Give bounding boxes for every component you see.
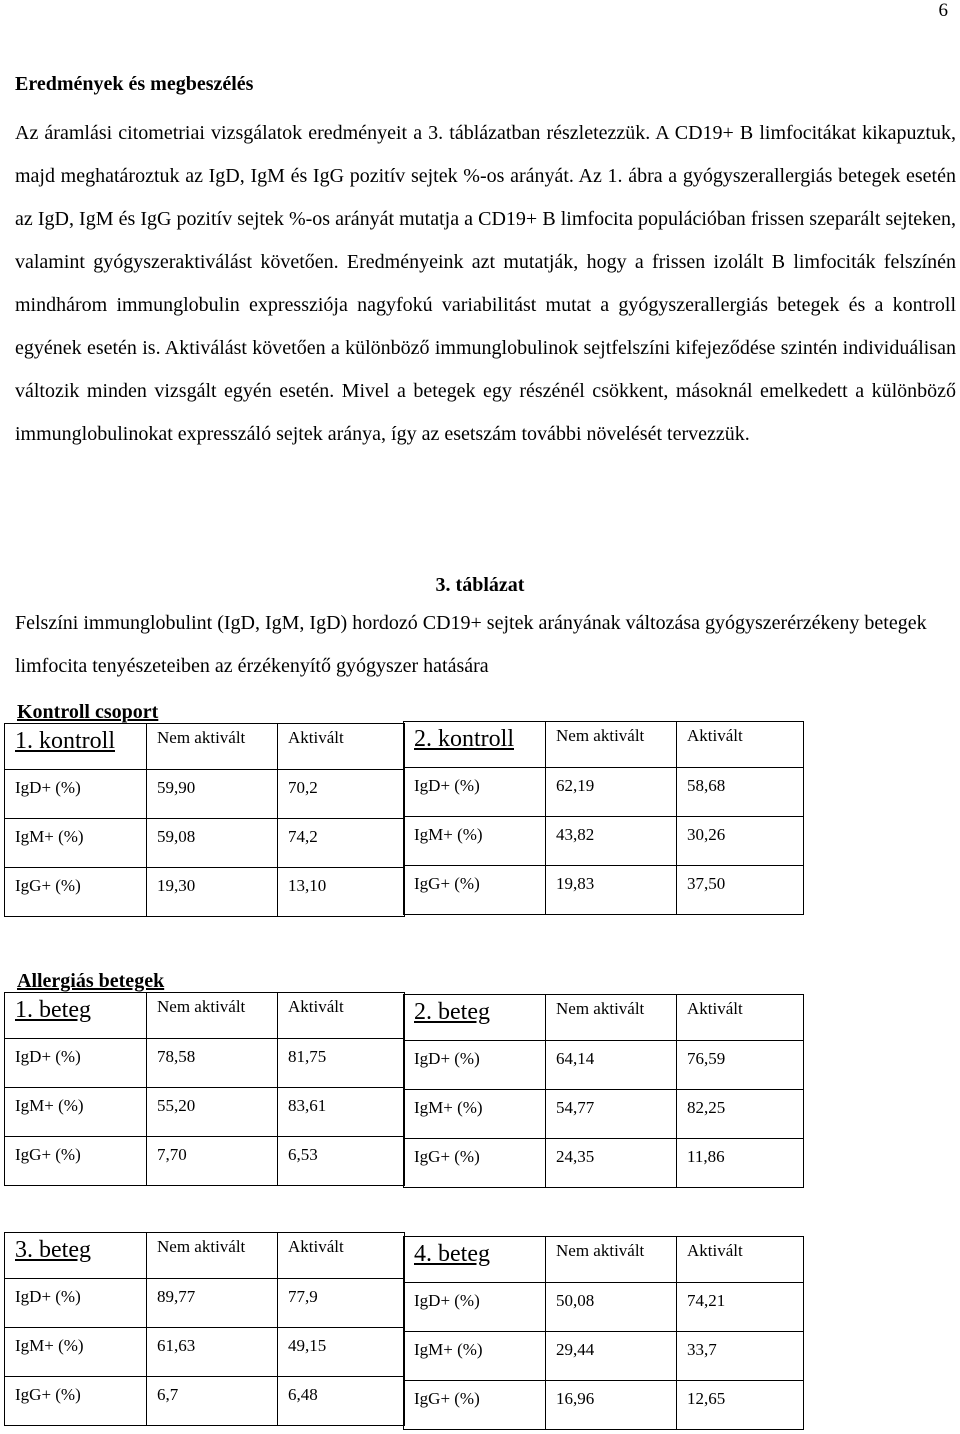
header-activated: Aktivált — [278, 1233, 405, 1279]
row-label: IgD+ (%) — [5, 770, 147, 819]
table-row — [5, 868, 405, 917]
value-not-activated: 55,20 — [147, 1088, 278, 1137]
table-row — [5, 1377, 405, 1426]
row-label: IgD+ (%) — [5, 1039, 147, 1088]
row-label: IgD+ (%) — [404, 768, 546, 817]
value-not-activated: 62,19 — [546, 768, 677, 817]
table-beteg-1 — [4, 992, 405, 1186]
value-not-activated: 54,77 — [546, 1090, 677, 1139]
header-activated: Aktivált — [677, 1237, 804, 1283]
row-label: IgM+ (%) — [404, 1090, 546, 1139]
value-activated: 30,26 — [677, 817, 804, 866]
table-name: 3. beteg — [5, 1233, 147, 1279]
control-group-title: Kontroll csoport — [17, 701, 159, 723]
table-name: 2. kontroll — [404, 722, 546, 768]
row-label: IgG+ (%) — [5, 1137, 147, 1186]
value-activated: 49,15 — [278, 1328, 405, 1377]
value-not-activated: 43,82 — [546, 817, 677, 866]
table-row — [5, 1039, 405, 1088]
results-paragraph: Az áramlási citometriai vizsgálatok eredményeit a 3. táblázatban részletezzük. A CD19+ B limfocitákat kikapuztuk, majd meghatároztuk az IgD, IgM és IgG pozitív sejtek %-os arányát. Az 1. ábra a gyógyszerallergiás betegek esetén az IgD, IgM és IgG pozitív sejtek %-os arányát mutatja a CD19+ B limfocita populációban frissen szeparált sejteken, valamint gyógyszeraktiválást követően. Eredményeink azt mutatják, hogy a frissen izolált B limfociták felszínén mindhárom immunglobulin expressziója nagyfokú variabilitást mutat a gyógyszerallergiás betegek és a kontroll egyének esetén is. Aktiválást követően a különböző immunglobulinok sejtfelszíni kifejeződése szintén individuálisan változik minden vizsgált egyén esetén. Mivel a betegek egy részénél csökkent, másoknál emelkedett a különböző immunglobulinokat expresszáló sejtek aránya, így az esetszám további növelését tervezzük. — [15, 122, 956, 445]
table-name: 1. beteg — [5, 993, 147, 1039]
value-activated: 74,21 — [677, 1283, 804, 1332]
value-activated: 58,68 — [677, 768, 804, 817]
row-label: IgD+ (%) — [404, 1283, 546, 1332]
table-row — [5, 1137, 405, 1186]
header-activated: Aktivált — [278, 724, 405, 770]
value-activated: 70,2 — [278, 770, 405, 819]
table-row — [404, 1332, 804, 1381]
header-not-activated: Nem aktivált — [147, 1233, 278, 1279]
value-not-activated: 61,63 — [147, 1328, 278, 1377]
table-row — [404, 1381, 804, 1430]
value-activated: 6,53 — [278, 1137, 405, 1186]
table-row — [5, 1279, 405, 1328]
table-kontroll-2 — [403, 721, 804, 915]
table-beteg-4 — [403, 1236, 804, 1430]
value-activated: 76,59 — [677, 1041, 804, 1090]
value-not-activated: 59,08 — [147, 819, 278, 868]
table-row — [404, 1139, 804, 1188]
header-activated: Aktivált — [677, 722, 804, 768]
value-activated: 33,7 — [677, 1332, 804, 1381]
value-activated: 83,61 — [278, 1088, 405, 1137]
value-not-activated: 24,35 — [546, 1139, 677, 1188]
value-activated: 6,48 — [278, 1377, 405, 1426]
table-row — [5, 1088, 405, 1137]
row-label: IgG+ (%) — [404, 866, 546, 915]
table-row — [5, 770, 405, 819]
table-caption-number: 3. táblázat — [435, 574, 525, 596]
value-not-activated: 64,14 — [546, 1041, 677, 1090]
header-not-activated: Nem aktivált — [546, 995, 677, 1041]
row-label: IgM+ (%) — [404, 1332, 546, 1381]
table-row — [404, 1041, 804, 1090]
row-label: IgM+ (%) — [404, 817, 546, 866]
value-not-activated: 78,58 — [147, 1039, 278, 1088]
section-heading: Eredmények és megbeszélés — [15, 73, 254, 95]
table-caption-text: Felszíni immunglobulint (IgD, IgM, IgD) hordozó CD19+ sejtek arányának változása gyógyszerérzékeny betegek limfocita tenyészeteiben az érzékenyítő gyógyszer hatására — [15, 612, 927, 677]
value-not-activated: 19,83 — [546, 866, 677, 915]
header-activated: Aktivált — [278, 993, 405, 1039]
table-row — [404, 817, 804, 866]
value-activated: 12,65 — [677, 1381, 804, 1430]
table-row — [404, 768, 804, 817]
value-activated: 11,86 — [677, 1139, 804, 1188]
table-row — [404, 866, 804, 915]
row-label: IgG+ (%) — [404, 1381, 546, 1430]
header-not-activated: Nem aktivált — [147, 724, 278, 770]
table-beteg-2 — [403, 994, 804, 1188]
row-label: IgD+ (%) — [5, 1279, 147, 1328]
page-number: 6 — [938, 0, 948, 21]
table-name: 4. beteg — [404, 1237, 546, 1283]
header-not-activated: Nem aktivált — [147, 993, 278, 1039]
value-activated: 13,10 — [278, 868, 405, 917]
table-row — [404, 1283, 804, 1332]
header-not-activated: Nem aktivált — [546, 722, 677, 768]
row-label: IgG+ (%) — [404, 1139, 546, 1188]
table-row — [5, 819, 405, 868]
table-row — [5, 1328, 405, 1377]
table-beteg-3 — [4, 1232, 405, 1426]
header-not-activated: Nem aktivált — [546, 1237, 677, 1283]
header-activated: Aktivált — [677, 995, 804, 1041]
value-not-activated: 16,96 — [546, 1381, 677, 1430]
value-activated: 37,50 — [677, 866, 804, 915]
value-not-activated: 59,90 — [147, 770, 278, 819]
value-not-activated: 6,7 — [147, 1377, 278, 1426]
value-activated: 74,2 — [278, 819, 405, 868]
row-label: IgM+ (%) — [5, 1088, 147, 1137]
value-not-activated: 89,77 — [147, 1279, 278, 1328]
row-label: IgD+ (%) — [404, 1041, 546, 1090]
value-not-activated: 19,30 — [147, 868, 278, 917]
value-not-activated: 7,70 — [147, 1137, 278, 1186]
row-label: IgG+ (%) — [5, 1377, 147, 1426]
table-kontroll-1 — [4, 723, 405, 917]
value-not-activated: 29,44 — [546, 1332, 677, 1381]
row-label: IgG+ (%) — [5, 868, 147, 917]
table-name: 2. beteg — [404, 995, 546, 1041]
value-not-activated: 50,08 — [546, 1283, 677, 1332]
table-name: 1. kontroll — [5, 724, 147, 770]
allergic-group-title: Allergiás betegek — [17, 970, 165, 992]
value-activated: 81,75 — [278, 1039, 405, 1088]
value-activated: 82,25 — [677, 1090, 804, 1139]
table-row — [404, 1090, 804, 1139]
value-activated: 77,9 — [278, 1279, 405, 1328]
row-label: IgM+ (%) — [5, 1328, 147, 1377]
row-label: IgM+ (%) — [5, 819, 147, 868]
